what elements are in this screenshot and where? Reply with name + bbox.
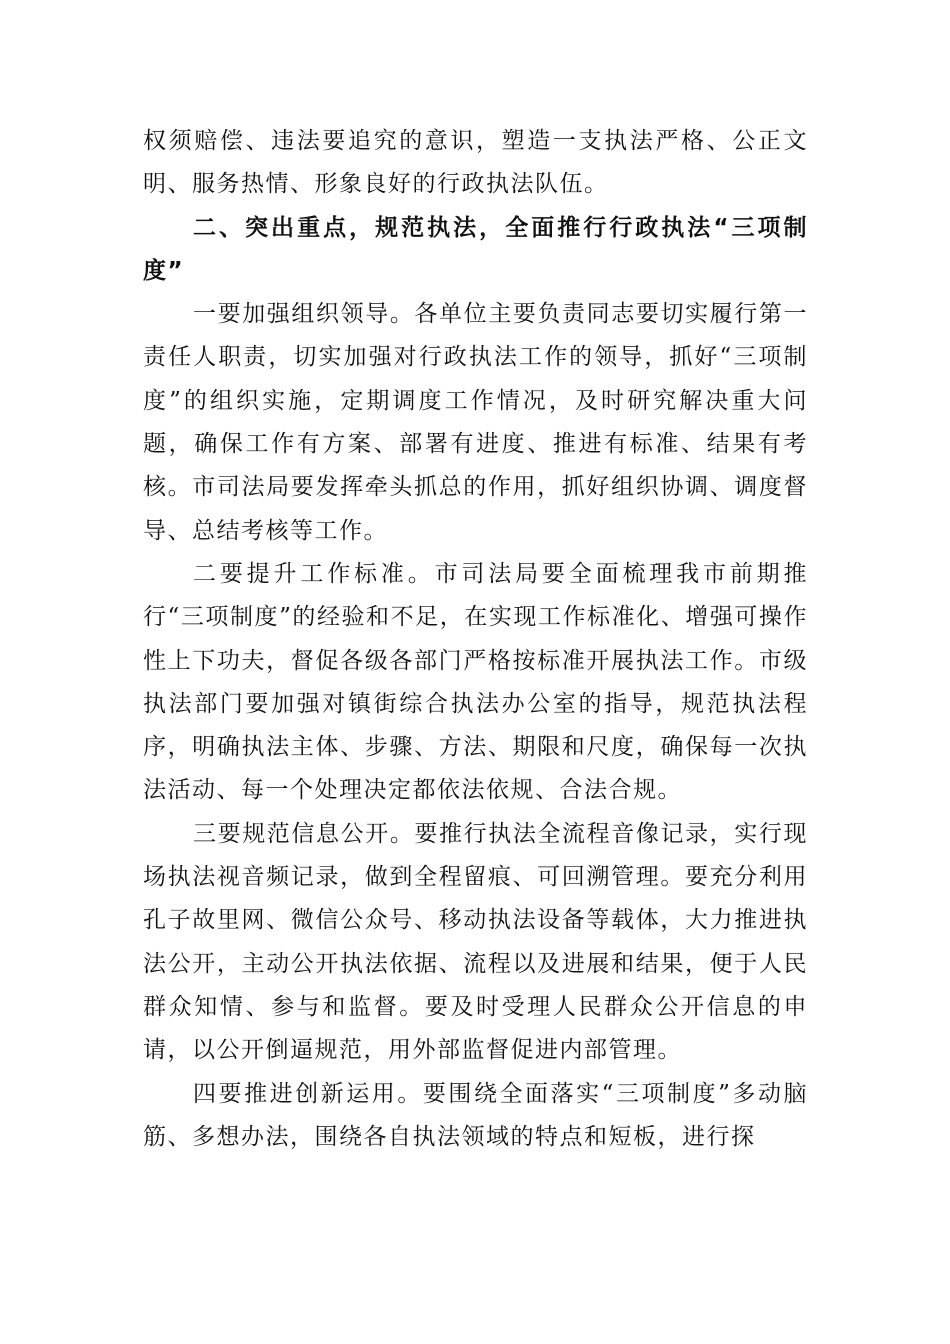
paragraph-innovation: 四要推进创新运用。要围绕全面落实“三项制度”多动脑筋、多想办法，围绕各自执法领域的特点和短板，进行探 <box>143 1080 808 1150</box>
paragraph-information-disclosure: 三要规范信息公开。要推行执法全流程音像记录，实行现场执法视音频记录，做到全程留痕、可回溯管理。要充分利用孔子故里网、微信公众号、移动执法设备等载体，大力推进执法公开，主动公开执法依据、流程以及进展和结果，便于人民群众知情、参与和监督。要及时受理人民群众公开信息的申请，以公开倒逼规范，用外部监督促进内部管理。 <box>143 820 808 1064</box>
paragraph-work-standards: 二要提升工作标准。市司法局要全面梳理我市前期推行“三项制度”的经验和不足，在实现工作标准化、增强可操作性上下功夫，督促各级各部门严格按标准开展执法工作。市级执法部门要加强对镇街综合执法办公室的指导，规范执法程序，明确执法主体、步骤、方法、期限和尺度，确保每一次执法活动、每一个处理决定都依法依规、合法合规。 <box>143 560 808 804</box>
document-body <box>143 120 808 1159</box>
paragraph-continuation: 权须赔偿、违法要追究的意识，塑造一支执法严格、公正文明、服务热情、形象良好的行政执法队伍。 <box>143 128 808 198</box>
section-heading: 二、突出重点，规范执法，全面推行行政执法“三项制度” <box>143 214 808 284</box>
paragraph-organization-leadership: 一要加强组织领导。各单位主要负责同志要切实履行第一责任人职责，切实加强对行政执法工作的领导，抓好“三项制度”的组织实施，定期调度工作情况，及时研究解决重大问题，确保工作有方案、部署有进度、推进有标准、结果有考核。市司法局要发挥牵头抓总的作用，抓好组织协调、调度督导、总结考核等工作。 <box>143 301 808 544</box>
